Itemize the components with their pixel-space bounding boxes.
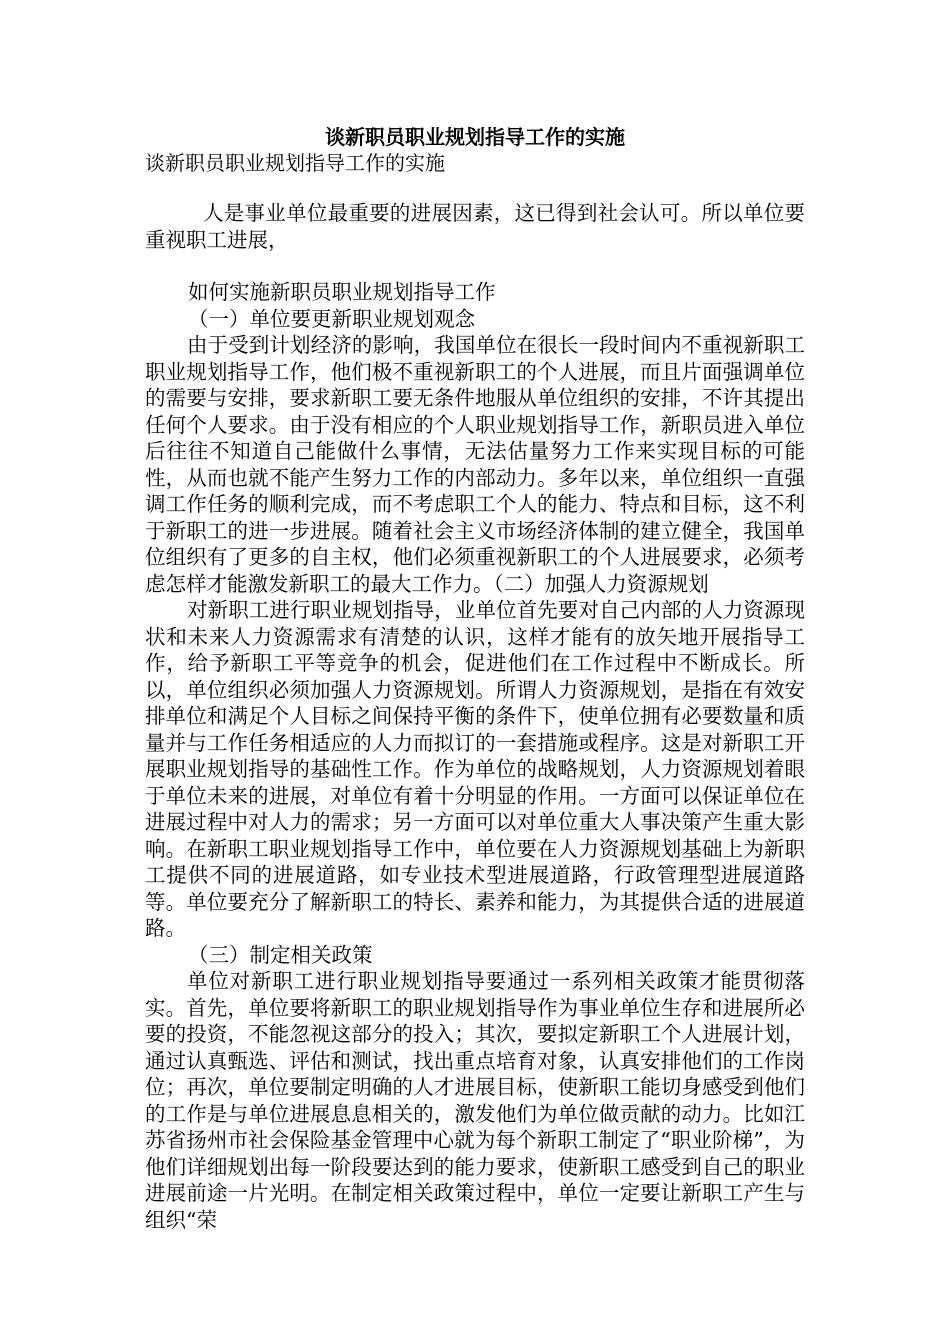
section3-paragraph: 单位对新职工进行职业规划指导要通过一系列相关政策才能贯彻落实。首先，单位要将新职工的职业规划指导作为事业单位生存和进展所必要的投资，不能忽视这部分的投入；其次，要拟定新职工个人进展计划，通过认真甄选、评估和测试，找出重点培育对象，认真安排他们的工作岗位；再次，单位要制定明确的人才进展目标，使新职工能切身感受到他们的工作是与单位进展息息相关的，激发他们为单位做贡献的动力。比如江苏省扬州市社会保险基金管理中心就为每个新职工制定了“职业阶梯”，为他们详细规划出每一阶段要达到的能力要求，使新职工感受到自己的职业进展前途一片光明。在制定相关政策过程中，单位一定要让新职工产生与组织“荣 <box>145 969 805 1232</box>
document-body <box>145 200 805 1233</box>
document-subtitle: 谈新职员职业规划指导工作的实施 <box>145 151 445 175</box>
blank-line <box>145 253 805 279</box>
section1-paragraph: 由于受到计划经济的影响，我国单位在很长一段时间内不重视新职工职业规划指导工作，他们极不重视新职工的个人进展，而且片面强调单位的需要与安排，要求新职工要无条件地服从单位组织的安排，不许其提出任何个人要求。由于没有相应的个人职业规划指导工作，新职员进入单位后往往不知道自己能做什么事情，无法估量努力工作来实现目标的可能性，从而也就不能产生努力工作的内部动力。多年以来，单位组织一直强调工作任务的顺利完成，而不考虑职工个人的能力、特点和目标，这不利于新职工的进一步进展。随着社会主义市场经济体制的建立健全，我国单位组织有了更多的自主权，他们必须重视新职工的个人进展要求，必须考虑怎样才能激发新职工的最大工作力。（二）加强人力资源规划 <box>145 333 805 596</box>
section3-title: （三）制定相关政策 <box>188 942 373 967</box>
section1-title: （一）单位要更新职业规划观念 <box>188 306 475 331</box>
section2-paragraph: 对新职工进行职业规划指导，业单位首先要对自己内部的人力资源现状和未来人力资源需求有清楚的认识，这样才能有的放矢地开展指导工作，给予新职工平等竞争的机会，促进他们在工作过程中不断成长。所以，单位组织必须加强人力资源规划。所谓人力资源规划，是指在有效安排单位和满足个人目标之间保持平衡的条件下，使单位拥有必要数量和质量并与工作任务相适应的人力而拟订的一套措施或程序。这是对新职工开展职业规划指导的基础性工作。作为单位的战略规划，人力资源规划着眼于单位未来的进展，对单位有着十分明显的作用。一方面可以保证单位在进展过程中对人力的需求；另一方面可以对单位重大人事决策产生重大影响。在新职工职业规划指导工作中，单位要在人力资源规划基础上为新职工提供不同的进展道路，如专业技术型进展道路，行政管理型进展道路等。单位要充分了解新职工的特长、素养和能力，为其提供合适的进展道路。 <box>145 598 805 940</box>
intro-paragraph: 人是事业单位最重要的进展因素，这已得到社会认可。所以单位要重视职工进展， <box>145 201 805 252</box>
section-heading: 如何实施新职员职业规划指导工作 <box>188 280 496 304</box>
document-title: 谈新职员职业规划指导工作的实施 <box>325 125 625 149</box>
